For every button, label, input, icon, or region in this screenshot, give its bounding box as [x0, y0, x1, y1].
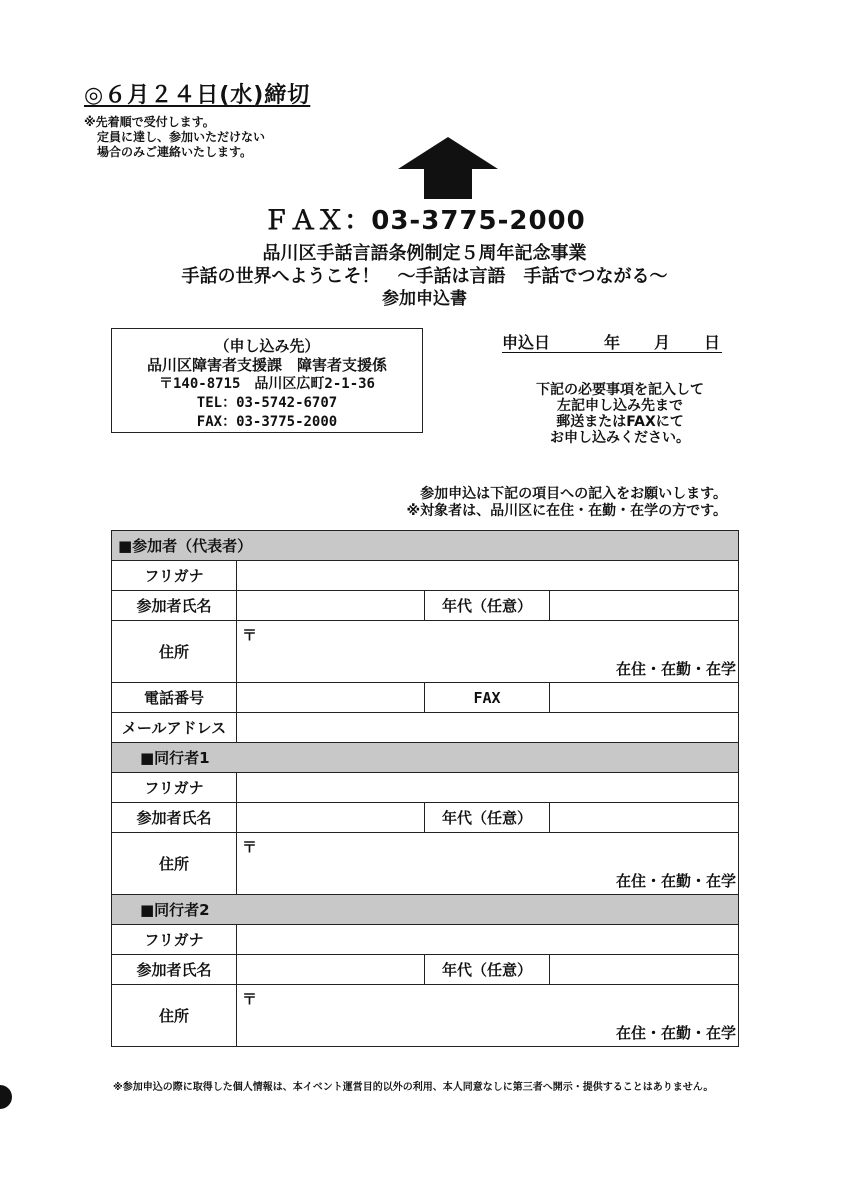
age-input[interactable] — [550, 591, 739, 621]
phone-input[interactable] — [237, 683, 425, 713]
contact-tel: TEL：03-5742-6707 — [196, 395, 338, 411]
apply-date-field[interactable] — [502, 330, 722, 353]
note-line: 定員に達し、参加いただけない — [97, 130, 266, 144]
fax-number-heading: ＦＡＸ：03-3775-2000 — [263, 206, 586, 236]
contact-box — [111, 328, 423, 433]
application-form-table — [111, 530, 739, 1047]
instruction-line: 郵送またはFAXにて — [556, 414, 684, 430]
instruction-line: 左記申し込み先まで — [557, 398, 683, 414]
request-line: 参加申込は下記の項目への記入をお願いします。 — [420, 486, 727, 502]
contact-org: 品川区障害者支援課 障害者支援係 — [146, 356, 387, 374]
name-input[interactable] — [237, 591, 425, 621]
furigana-label: フリガナ — [112, 773, 237, 803]
residency-options: 在住・在勤・在学 — [615, 1024, 736, 1042]
section-companion-2: ■同行者2 — [112, 895, 739, 925]
name-input[interactable] — [237, 955, 425, 985]
up-arrow-icon — [398, 137, 498, 199]
address-input[interactable] — [237, 833, 739, 895]
furigana-input[interactable] — [237, 925, 739, 955]
apply-date-label: 申込日 — [502, 333, 551, 352]
punch-hole — [0, 1085, 12, 1109]
deadline-heading: ◎６月２４日(水)締切 — [84, 83, 311, 108]
title-line-1: 品川区手話言語条例制定５周年記念事業 — [262, 243, 587, 264]
address-label: 住所 — [112, 833, 237, 895]
apply-date-year: 年 — [604, 333, 621, 352]
contact-address: 〒140-8715 品川区広町2-1-36 — [158, 376, 375, 392]
instruction-line: お申し込みください。 — [550, 430, 690, 446]
fax-label: FAX — [425, 683, 550, 713]
request-notes — [407, 486, 728, 520]
age-label: 年代（任意） — [425, 955, 550, 985]
first-come-notes — [84, 115, 265, 160]
note-line: ※先着順で受付します。 — [84, 115, 215, 129]
address-input[interactable] — [237, 621, 739, 683]
contact-fax: FAX：03-3775-2000 — [196, 414, 338, 430]
note-line: 場合のみご連絡いたします。 — [97, 145, 253, 159]
email-label: メールアドレス — [112, 713, 237, 743]
address-input[interactable] — [237, 985, 739, 1047]
age-label: 年代（任意） — [425, 591, 550, 621]
name-label: 参加者氏名 — [112, 955, 237, 985]
fax-input[interactable] — [550, 683, 739, 713]
instruction-line: 下記の必要事項を記入して — [536, 382, 704, 398]
privacy-notice: ※参加申込の際に取得した個人情報は、本イベント運営目的以外の利用、本人同意なしに第三者へ開示・提供することはありません。 — [113, 1082, 714, 1093]
apply-date-day: 日 — [704, 333, 721, 352]
furigana-input[interactable] — [237, 561, 739, 591]
contact-heading: （申し込み先） — [214, 337, 320, 355]
address-label: 住所 — [112, 621, 237, 683]
title-line-3: 参加申込書 — [382, 289, 467, 309]
instructions — [470, 382, 770, 446]
age-input[interactable] — [550, 803, 739, 833]
residency-options: 在住・在勤・在学 — [615, 660, 736, 678]
residency-options: 在住・在勤・在学 — [615, 872, 736, 890]
event-title — [0, 242, 849, 310]
section-companion-1: ■同行者1 — [112, 743, 739, 773]
age-label: 年代（任意） — [425, 803, 550, 833]
furigana-input[interactable] — [237, 773, 739, 803]
apply-date-month: 月 — [654, 333, 671, 352]
postal-mark: 〒 — [242, 626, 258, 644]
section-representative: ■参加者（代表者） — [112, 531, 739, 561]
name-input[interactable] — [237, 803, 425, 833]
furigana-label: フリガナ — [112, 925, 237, 955]
request-line: ※対象者は、品川区に在住・在勤・在学の方です。 — [406, 503, 727, 519]
furigana-label: フリガナ — [112, 561, 237, 591]
address-label: 住所 — [112, 985, 237, 1047]
age-input[interactable] — [550, 955, 739, 985]
postal-mark: 〒 — [242, 838, 258, 856]
phone-label: 電話番号 — [112, 683, 237, 713]
name-label: 参加者氏名 — [112, 591, 237, 621]
title-line-2: 手話の世界へようこそ！ ～手話は言語 手話でつながる～ — [181, 266, 668, 287]
postal-mark: 〒 — [242, 990, 258, 1008]
name-label: 参加者氏名 — [112, 803, 237, 833]
email-input[interactable] — [237, 713, 739, 743]
